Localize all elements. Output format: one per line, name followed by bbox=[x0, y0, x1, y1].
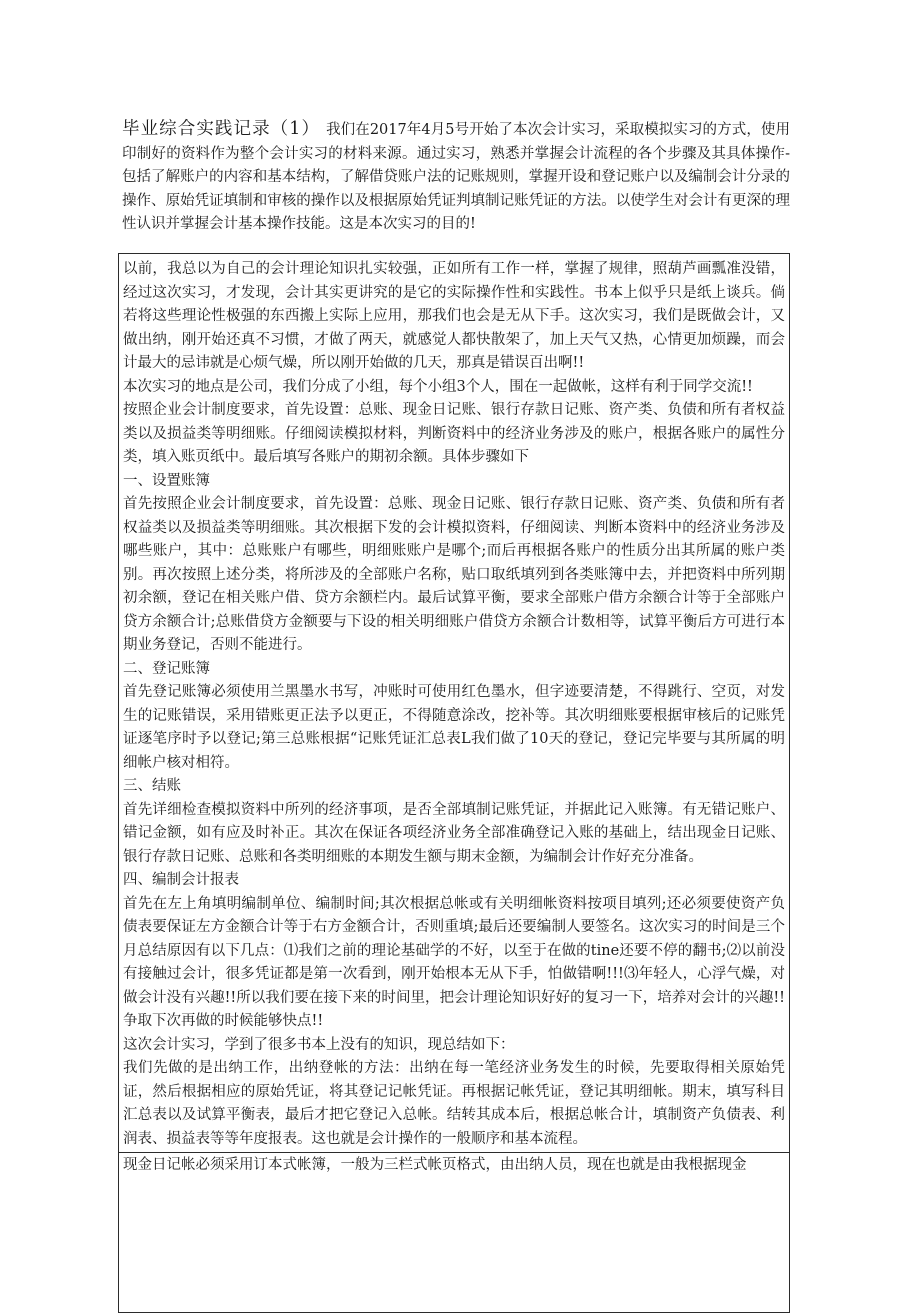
section-heading: 三、结账 bbox=[123, 778, 181, 794]
section-heading: 二、登记账簿 bbox=[123, 660, 210, 677]
intro-paragraph bbox=[122, 118, 790, 237]
paragraph: 以前，我总以为自己的会计理论知识扎实较强，正如所有工作一样，掌握了规律，照葫芦画瓢准没错，经过这次实习，才发现，会计其实更讲究的是它的实际操作性和实践性。书本上似乎只是纸上谈兵。倘若将这些理论性极强的东西搬上实际上应用，那我们也会是无从下手。这次实习，我们是既做会计，又做出纳，刚开始还真不习惯，才做了两天，就感觉人都快散架了，加上天气又热，心情更加烦躁，而会计最大的忌讳就是心烦气燥，所以刚开始做的几天，那真是错误百出啊!! bbox=[123, 261, 785, 371]
paragraph: 首先详细检查模拟资料中所列的经济事项，是否全部填制记账凭证，并据此记入账簿。有无错记账户、错记金额，如有应及时补正。其次在保证各项经济业务全部准确登记入账的基础上，结出现金日记账、银行存款日记账、总账和各类明细账的本期发生额与期末金额，为编制会计作好充分准备。 bbox=[123, 801, 785, 865]
section-heading: 一、设置账簿 bbox=[123, 472, 210, 489]
paragraph: 按照企业会计制度要求，首先设置：总账、现金日记账、银行存款日记账、资产类、负债和所有者权益类以及损益类等明细账。仔细阅读模拟材料，判断资料中的经济业务涉及的账户，根据各账户的属性分类，填入账页纸中。最后填写各账户的期初余额。具体步骤如下 bbox=[123, 402, 785, 465]
paragraph: 首先按照企业会计制度要求，首先设置：总账、现金日记账、银行存款日记账、资产类、负债和所有者权益类以及损益类等明细账。其次根据下发的会计模拟资料，仔细阅读、判断本资料中的经济业务涉及哪些账户，其中：总账账户有哪些，明细账账户是哪个;而后再根据各账户的性质分出其所属的账户类别。再次按照上述分类，将所涉及的全部账户名称，贴口取纸填列到各类账簿中去，并把资料中所列期初余额，登记在相关账户借、贷方余额栏内。最后试算平衡，要求全部账户借方余额合计等于全部账户贷方余额合计;总账借贷方金额要与下设的相关明细账户借贷方余额合计数相等，试算平衡后方可进行本期业务登记，否则不能进行。 bbox=[123, 496, 785, 653]
paragraph: 这次会计实习，学到了很多书本上没有的知识，现总结如下： bbox=[123, 1036, 515, 1053]
record-box bbox=[118, 253, 790, 1313]
page-title: 毕业综合实践记录（1） bbox=[122, 119, 321, 139]
paragraph: 本次实习的地点是公司，我们分成了小组，每个小组3个人，围在一起做帐，这样有利于同学交流!! bbox=[123, 378, 753, 395]
paragraph: 首先在左上角填明编制单位、编制时间;其次根据总帐或有关明细帐资料按项目填列;还必须要使资产负债表要保证左方金额合计等于右方金额合计，否则重填;最后还要编制人要签名。这次实习的时间是三个月总结原因有以下几点：⑴我们之前的理论基础学的不好，以至于在做的tine还要不停的翻书;⑵以前没有接触过会计，很多凭证都是第一次看到，刚开始根本无从下手，怕做错啊!!!⑶年轻人，心浮气燥，对做会计没有兴趣!!所以我们要在接下来的时间里，把会计理论知识好好的复习一下，培养对会计的兴趣!!争取下次再做的时候能够快点!! bbox=[123, 895, 785, 1029]
row-divider bbox=[119, 1152, 789, 1153]
paragraph: 我们先做的是出纳工作，出纳登帐的方法：出纳在每一笔经济业务发生的时候，先要取得相关原始凭证，然后根据相应的原始凭证，将其登记记帐凭证。再根据记帐凭证，登记其明细帐。期末，填写科目汇总表以及试算平衡表，最后才把它登记入总帐。结转其成本后，根据总帐合计，填制资产负债表、利润表、损益表等等年度报表。这也就是会计操作的一般顺序和基本流程。 bbox=[123, 1060, 785, 1147]
intro-text: 我们在2017年4月5号开始了本次会计实习，采取模拟实习的方式，使用印制好的资料作为整个会计实习的材料来源。通过实习，熟悉并掌握会计流程的各个步骤及其具体操作-包括了解账户的内容和基本结构，了解借贷账户法的记账规则，掌握开设和登记账户以及编制会计分录的操作、原始凭证填制和审核的操作以及根据原始凭证判填制记账凭证的方法。以使学生对会计有更深的理性认识并掌握会计基本操作技能。这是本次实习的目的! bbox=[122, 122, 790, 232]
section-heading: 四、编制会计报表 bbox=[123, 872, 239, 888]
paragraph: 首先登记账簿必须使用兰黑墨水书写，冲账时可使用红色墨水，但字迹要清楚，不得跳行、空页，对发生的记账错误，采用错账更正法予以更正，不得随意涂改，挖补等。其次明细账要根据审核后的记账凭证逐笔序时予以登记;第三总账根据“记账凭证汇总表L我们做了10天的登记，登记完毕要与其所属的明细帐户核对相符。 bbox=[123, 684, 785, 771]
paragraph: 现金日记帐必须采用订本式帐簿，一般为三栏式帐页格式，由出纳人员，现在也就是由我根据现金 bbox=[123, 1157, 747, 1173]
